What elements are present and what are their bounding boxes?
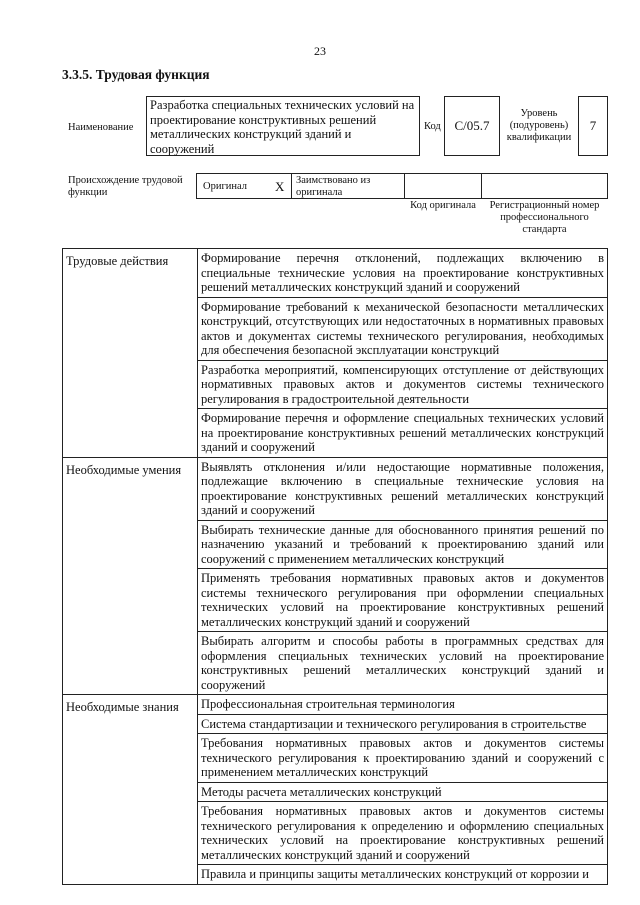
code-original-cell xyxy=(404,173,482,199)
code-original-caption: Код оригинала xyxy=(410,200,476,211)
original-mark: X xyxy=(275,179,285,194)
code-label: Код xyxy=(424,121,441,132)
table-row xyxy=(63,249,608,298)
section-item: Применять требования нормативных правовых актов и документов системы технического регулирования при оформлении специальных технических условий на проектирование конструктивных решений металлических конструкций зданий и сооружений xyxy=(198,569,608,632)
function-table xyxy=(62,248,608,885)
section-item: Правила и принципы защиты металлических конструкций от коррозии и xyxy=(198,865,608,885)
borrowed-cell xyxy=(291,173,405,199)
level-label: Уровень (подуровень) квалификации xyxy=(506,108,572,143)
section-item: Требования нормативных правовых актов и документов системы технического регулирования к проектированию зданий и сооружений с применением металлических конструкций xyxy=(198,734,608,783)
section-item: Формирование требований к механической безопасности металлических конструкций, отсутствующих или недостаточных в нормативных правовых актов и документах системы технического регулирования, необходимых для обеспечения безопасной эксплуатации конструкций xyxy=(198,297,608,360)
origin-label: Происхождение трудовой функции xyxy=(68,175,183,198)
reg-number-caption: Регистрационный номер профессионального стандарта xyxy=(489,200,600,235)
original-cell xyxy=(196,173,292,199)
name-label: Наименование xyxy=(68,122,134,133)
section-item: Требования нормативных правовых актов и документов системы технического регулирования к определению и оформлению специальных технических условий на проектирование конструктивных решений металлических конструкций зданий и сооружений xyxy=(198,802,608,865)
table-row xyxy=(63,457,608,520)
section-title: 3.3.5. Трудовая функция xyxy=(62,67,210,82)
section-item: Разработка мероприятий, компенсирующих отступление от действующих нормативных правовых актов и документов системы технического регулирования в градостроительной деятельности xyxy=(198,360,608,409)
section-label: Трудовые действия xyxy=(63,249,198,458)
code-value-box: С/05.7 xyxy=(444,96,500,156)
section-item: Выбирать технические данные для обоснованного принятия решений по назначению указаний и требований к проектированию зданий или сооружений с применением металлических конструкций xyxy=(198,520,608,569)
section-label: Необходимые знания xyxy=(63,695,198,885)
table-row xyxy=(63,695,608,715)
reg-number-cell xyxy=(481,173,608,199)
function-name-box: Разработка специальных технических условий на проектирование конструктивных решений металлических конструкций зданий и сооружений xyxy=(146,96,420,156)
section-item: Система стандартизации и технического регулирования в строительстве xyxy=(198,714,608,734)
borrowed-label: Заимствовано из оригинала xyxy=(296,175,371,198)
section-item: Профессиональная строительная терминология xyxy=(198,695,608,715)
original-label: Оригинал xyxy=(203,181,247,192)
section-item: Формирование перечня и оформление специальных технических условий на проектирование конструктивных решений металлических конструкций зданий и сооружений xyxy=(198,409,608,458)
level-value-box: 7 xyxy=(578,96,608,156)
section-label: Необходимые умения xyxy=(63,457,198,695)
section-item: Формирование перечня отклонений, подлежащих включению в специальные технические условия на проектирование конструктивных решений металлических конструкций зданий и сооружений xyxy=(198,249,608,298)
section-item: Выбирать алгоритм и способы работы в программных средствах для оформления специальных технических условий на проектирование конструктивных решений металлических конструкций зданий и сооружений xyxy=(198,632,608,695)
section-item: Выявлять отклонения и/или недостающие нормативные положения, подлежащие включению в специальные технические условия на проектирование конструктивных решений металлических конструкций зданий и сооружений xyxy=(198,457,608,520)
section-item: Методы расчета металлических конструкций xyxy=(198,782,608,802)
page-number: 23 xyxy=(314,44,326,58)
